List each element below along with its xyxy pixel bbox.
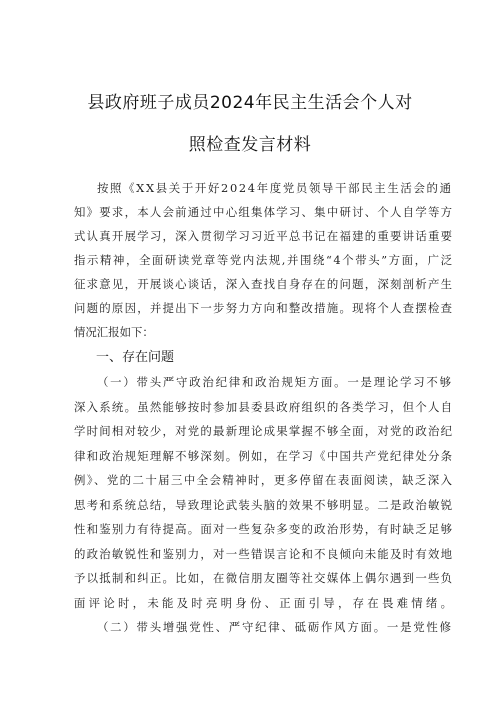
intro-line: 知》要求，本人会前通过中心组集体学习、集中研讨、个人自学等方 [74, 205, 454, 219]
section1-line: 面评论时，未能及时亮明身份、正面引导，存在畏难情绪。 [74, 595, 456, 610]
intro-line: 式认真开展学习，深入贯彻学习习近平总书记在福建的重要讲话重要 [74, 229, 454, 243]
intro-line: 按照《XX县关于开好2024年度党员领导干部民主生活会的通 [97, 181, 453, 195]
document-title-line-2: 照检查发言材料 [188, 135, 312, 155]
document-title-line-1: 县政府班子成员2024年民主生活会个人对 [87, 93, 413, 113]
intro-line: 征求意见，开展谈心谈话，深入查找自身存在的问题，深刻剖析产生 [74, 277, 454, 291]
section1-line: （一）带头严守政治纪律和政治规矩方面。一是理论学习不够 [97, 375, 453, 389]
section1-line: 性和鉴别力有待提高。面对一些复杂多变的政治形势，有时缺乏足够 [74, 522, 454, 536]
section1-line: 予以抵制和纠正。比如，在微信朋友圈等社交媒体上偶尔遇到一些负 [74, 571, 454, 585]
intro-line: 指示精神，全面研读党章等党内法规,并围绕“4个带头”方面，广泛 [74, 253, 454, 267]
section1-line: 思考和系统总结，导致理论武装头脑的效果不够明显。二是政治敏锐 [74, 497, 454, 512]
intro-line: 情况汇报如下： [74, 325, 154, 339]
section1-line: （二）带头增强党性、严守纪律、砥砺作风方面。一是党性修 [97, 620, 453, 634]
section1-line: 学时间相对较少，对党的最新理论成果掌握不够全面，对党的政治纪 [74, 424, 454, 438]
section-heading-existing-problems: 一、存在问题 [96, 350, 175, 365]
section1-line: 律和政治规矩理解不够深刻。例如，在学习《中国共产党纪律处分条 [74, 448, 454, 463]
intro-line: 问题的原因，并提出下一步努力方向和整改措施。现将个人查摆检查 [74, 301, 454, 315]
section1-line: 的政治敏锐性和鉴别力，对一些错误言论和不良倾向未能及时有效地 [74, 546, 454, 561]
section1-line: 深入系统。虽然能够按时参加县委县政府组织的各类学习，但个人自 [74, 399, 454, 414]
section1-line: 例》、党的二十届三中全会精神时，更多停留在表面阅读，缺乏深入 [74, 473, 454, 487]
